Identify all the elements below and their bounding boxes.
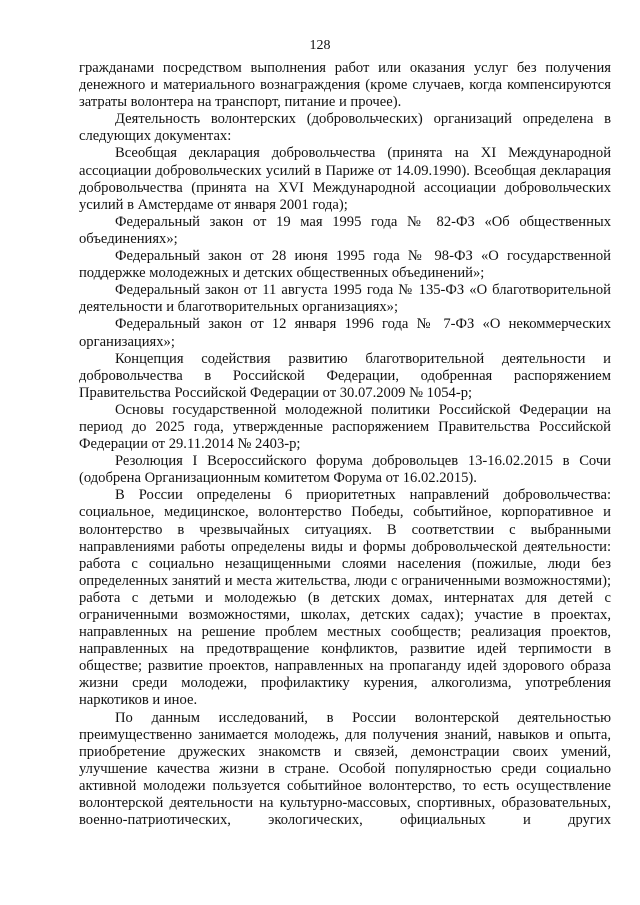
paragraph-continuation: гражданами посредством выполнения работ или оказания услуг без получения денежного и материального вознаграждения (кроме случаев, когда компенсируются затраты волонтера на транспорт, питание и прочее).: [79, 60, 611, 111]
paragraph-declaration: Всеобщая декларация добровольчества (принята на XI Международной ассоциации добровольческих усилий в Париже от 14.09.1990). Всеобщая декларация добровольчества (принята на XVI Международной ассоциации добровольческих усилий в Амстердаме от января 2001 года);: [79, 145, 611, 213]
paragraph-law-135: Федеральный закон от 11 августа 1995 года № 135-ФЗ «О благотворительной деятельности и благотворительных организациях»;: [79, 282, 611, 316]
paragraph-research: По данным исследований, в России волонтерской деятельностью преимущественно занимается молодежь, для получения знаний, навыков и опыта, приобретение дружеских знакомств и связей, демонстрации своих умений, улучшение качества жизни в стране. Особой популярностью среди социально активной молодежи пользуется событийное волонтерство, то есть осуществление волонтерской деятельности на культурно-массовых, спортивных, образовательных, военно-патриотических, экологических, официальных и других: [79, 709, 611, 829]
paragraph-resolution: Резолюция I Всероссийского форума добровольцев 13-16.02.2015 в Сочи (одобрена Организационным комитетом Форума от 16.02.2015).: [79, 453, 611, 487]
body-text: [79, 60, 611, 829]
paragraph-youth-policy: Основы государственной молодежной политики Российской Федерации на период до 2025 года, утвержденные распоряжением Правительства Российской Федерации от 29.11.2014 № 2403-р;: [79, 401, 611, 453]
paragraph-concept: Концепция содействия развитию благотворительной деятельности и добровольчества в Российской Федерации, одобренная распоряжением Правительства Российской Федерации от 30.07.2009 № 1054-р;: [79, 350, 611, 401]
page-number: 128: [309, 38, 331, 53]
paragraph-directions: В России определены 6 приоритетных направлений добровольчества: социальное, медицинское, волонтерство Победы, событийное, корпоративное и волонтерство в чрезвычайных ситуациях. В соответствии с выбранными направлениями работы определены виды и формы добровольческой деятельности: работа с социально незащищенными слоями населения (пожилые, люди без определенных занятий и места жительства, люди с ограниченными возможностями); работа с детьми и молодежью (в детских домах, интернатах для детей с ограниченными возможностями, школах, детских садах); участие в проектах, направленных на решение проблем местных сообществ; реализация проектов, направленных на предотвращение конфликтов, развитие идей терпимости в обществе; развитие проектов, направленных на пропаганду идей здорового образа жизни среди молодежи, профилактику курения, алкоголизма, употребления наркотиков и иное.: [79, 487, 611, 709]
paragraph-law-82: Федеральный закон от 19 мая 1995 года № 82-ФЗ «Об общественных объединениях»;: [79, 213, 611, 247]
paragraph-law-7: Федеральный закон от 12 января 1996 года № 7-ФЗ «О некоммерческих организациях»;: [79, 316, 611, 350]
paragraph-law-98: Федеральный закон от 28 июня 1995 года № 98-ФЗ «О государственной поддержке молодежных и детских общественных объединений»;: [79, 248, 611, 282]
paragraph-documents-intro: Деятельность волонтерских (добровольческих) организаций определена в следующих документах:: [79, 111, 611, 145]
